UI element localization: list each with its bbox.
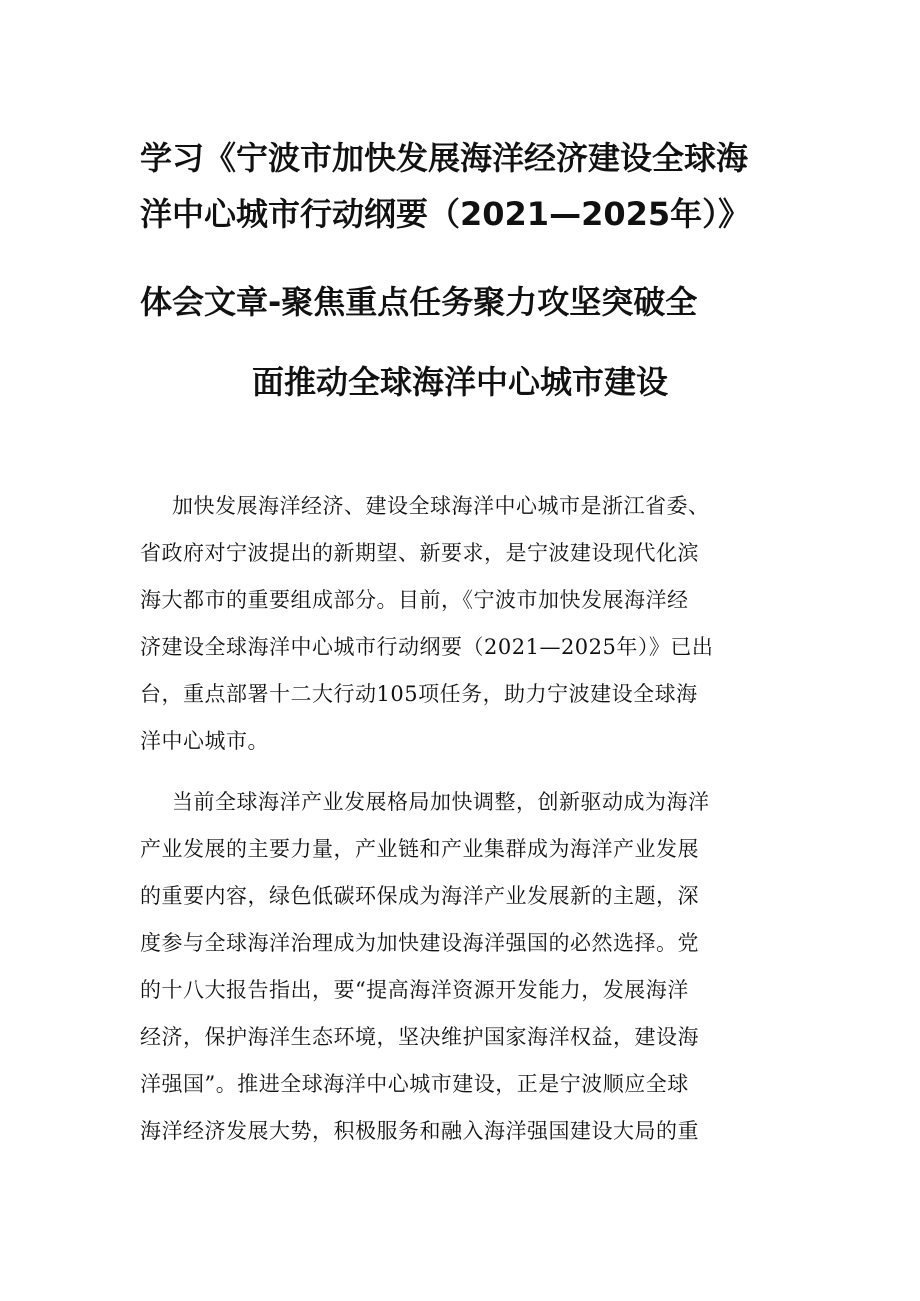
paragraph-line: 的十八大报告指出，要“提高海洋资源开发能力，发展海洋 <box>140 978 689 1002</box>
paragraph-line: 省政府对宁波提出的新期望、新要求，是宁波建设现代化滨 <box>140 541 699 565</box>
paragraph-line: 海洋经济发展大势，积极服务和融入海洋强国建设大局的重 <box>140 1119 699 1143</box>
title-line: 洋中心城市行动纲要（2021—2025年）》 <box>140 195 751 233</box>
paragraph-line: 度参与全球海洋治理成为加快建设海洋强国的必然选择。党 <box>140 931 699 955</box>
paragraph-line: 经济，保护海洋生态环境，坚决维护国家海洋权益，建设海 <box>140 1025 699 1049</box>
title-line: 学习《宁波市加快发展海洋经济建设全球海 <box>140 139 749 177</box>
paragraph-line: 洋中心城市。 <box>140 729 269 753</box>
paragraph-line: 海大都市的重要组成部分。目前，《宁波市加快发展海洋经 <box>140 588 689 612</box>
title-line: 体会文章-聚焦重点任务聚力攻坚突破全 <box>140 283 698 321</box>
paragraph-line: 洋强国”。推进全球海洋中心城市建设，正是宁波顺应全球 <box>140 1072 689 1096</box>
paragraph-line: 当前全球海洋产业发展格局加快调整，创新驱动成为海洋 <box>172 790 710 814</box>
paragraph-line: 台，重点部署十二大行动105项任务，助力宁波建设全球海 <box>140 682 698 706</box>
title-line: 面推动全球海洋中心城市建设 <box>251 363 668 401</box>
paragraph-line: 济建设全球海洋中心城市行动纲要（2021—2025年）》已出 <box>140 635 714 659</box>
paragraph-line: 产业发展的主要力量，产业链和产业集群成为海洋产业发展 <box>140 837 699 861</box>
paragraph-line: 加快发展海洋经济、建设全球海洋中心城市是浙江省委、 <box>172 494 710 518</box>
paragraph-line: 的重要内容，绿色低碳环保成为海洋产业发展新的主题，深 <box>140 884 699 908</box>
